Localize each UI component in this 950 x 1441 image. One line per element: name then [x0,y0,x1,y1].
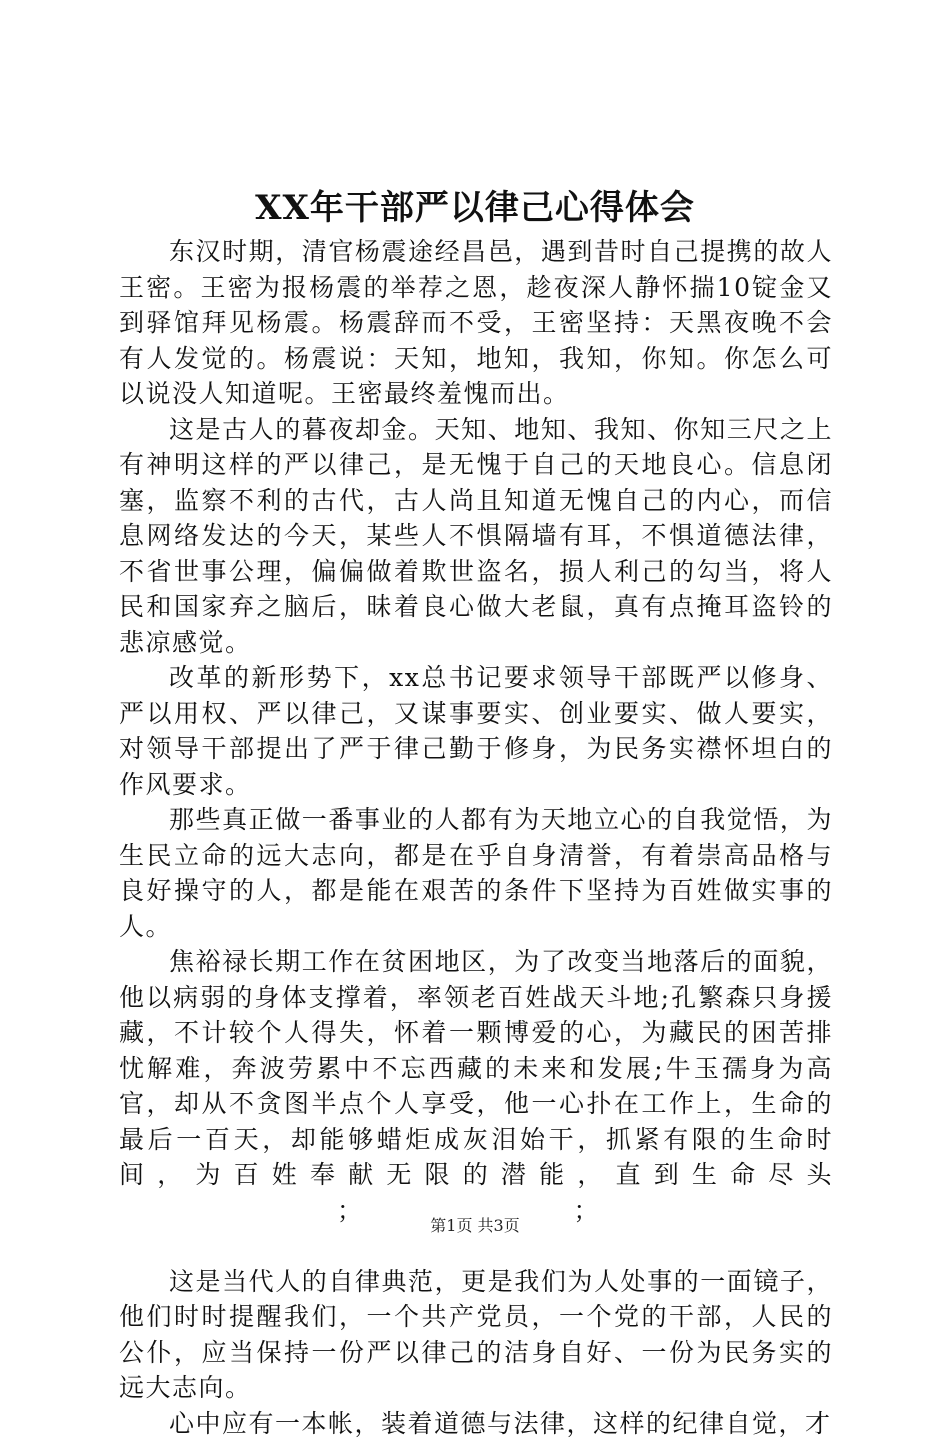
document-title: XX年干部严以律己心得体会 [0,186,950,230]
paragraph-4: 那些真正做一番事业的人都有为天地立心的自我觉悟，为生民立命的远大志向，都是在乎自身清誉，有着崇高品格与良好操守的人，都是能在艰苦的条件下坚持为百姓做实事的人。 [119,802,833,944]
semicolon-2: ； [574,1196,601,1225]
paragraph-2: 这是古人的暮夜却金。天知、地知、我知、你知三尺之上有神明这样的严以律己，是无愧于自己的天地良心。信息闭塞，监察不利的古代，古人尚且知道无愧自己的内心，而信息网络发达的今天，某些人不惧隔墙有耳，不惧道德法律，不省世事公理，偏偏做着欺世盗名，损人利己的勾当，将人民和国家弃之脑后，昧着良心做大老鼠，真有点掩耳盗铃的悲凉感觉。 [119,412,833,661]
semicolon-1: ； [337,1196,364,1225]
document-body [119,234,833,1441]
page-footer: 第1页 共3页 [0,1215,950,1237]
paragraph-6: 这是当代人的自律典范，更是我们为人处事的一面镜子，他们时时提醒我们，一个共产党员，一个党的干部，人民的公仆，应当保持一份严以律己的洁身自好、一份为民务实的远大志向。 [119,1264,833,1406]
paragraph-1: 东汉时期，清官杨震途经昌邑，遇到昔时自己提携的故人王密。王密为报杨震的举荐之恩，趁夜深人静怀揣10锭金又到驿馆拜见杨震。杨震辞而不受，王密坚持：天黑夜晚不会有人发觉的。杨震说：天知，地知，我知，你知。你怎么可以说没人知道呢。王密最终羞愧而出。 [119,234,833,412]
paragraph-7: 心中应有一本帐，装着道德与法律，这样的纪律自觉，才 [119,1406,833,1441]
paragraph-5-text: 焦裕禄长期工作在贫困地区，为了改变当地落后的面貌，他以病弱的身体支撑着，率领老百姓战天斗地;孔繁森只身援藏，不计较个人得失，怀着一颗博爱的心，为藏民的困苦排忧解难，奔波劳累中不忘西藏的未来和发展;牛玉孺身为高官，却从不贪图半点个人享受，他一心扑在工作上，生命的最后一百天，却能够蜡炬成灰泪始干，抓紧有限的生命时间，为百姓奉献无限的潜能，直到生命尽头 [119,947,833,1189]
paragraph-3: 改革的新形势下，xx总书记要求领导干部既严以修身、严以用权、严以律己，又谋事要实、创业要实、做人要实，对领导干部提出了严于律己勤于修身，为民务实襟怀坦白的作风要求。 [119,660,833,802]
paragraph-5 [119,944,833,1228]
